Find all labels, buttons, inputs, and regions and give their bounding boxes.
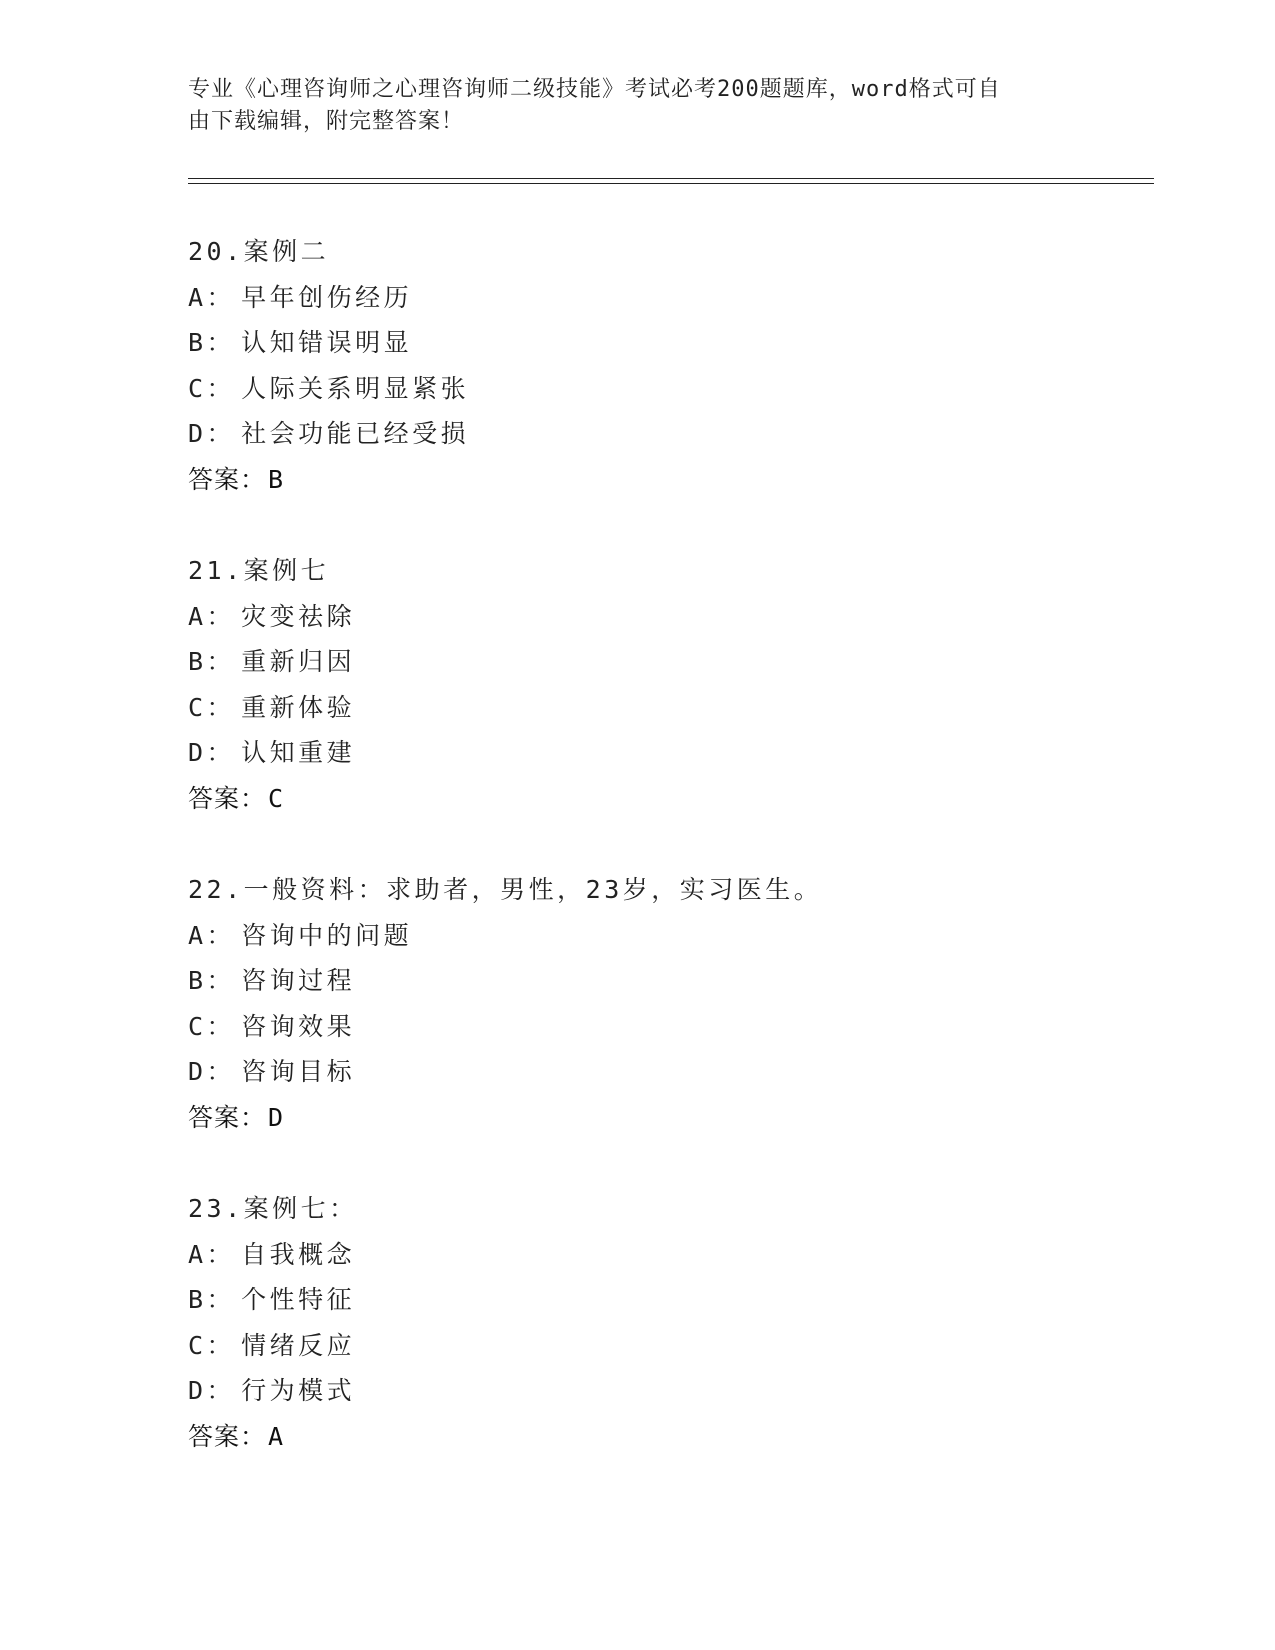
option-text: 社会功能已经受损 <box>241 419 470 448</box>
option-d <box>188 411 1148 457</box>
header-divider-top <box>188 178 1154 179</box>
option-a <box>188 913 1148 959</box>
answer-value: B <box>268 464 285 494</box>
answer-value: A <box>268 1421 285 1451</box>
answer-label: 答案： <box>188 464 267 494</box>
option-d <box>188 730 1148 776</box>
option-letter: C： <box>188 1011 236 1041</box>
answer-line <box>188 776 1148 822</box>
answer-value: C <box>268 783 285 813</box>
answer-line <box>188 457 1148 503</box>
option-letter: A： <box>188 282 236 312</box>
option-a <box>188 1232 1148 1278</box>
header-divider-bottom <box>188 183 1154 184</box>
option-text: 个性特征 <box>241 1285 356 1314</box>
question-23 <box>188 1186 1148 1459</box>
option-letter: A： <box>188 601 236 631</box>
option-text: 自我概念 <box>241 1239 356 1269</box>
header-line-1: 专业《心理咨询师之心理咨询师二级技能》考试必考200题题库，word格式可自 <box>188 77 1001 102</box>
question-22 <box>188 867 1148 1140</box>
option-letter: D： <box>188 738 236 767</box>
question-stem: 20.案例二 <box>188 237 330 266</box>
header-line-2: 由下载编辑，附完整答案！ <box>188 109 465 134</box>
answer-line <box>188 1414 1148 1460</box>
option-b <box>188 958 1148 1004</box>
option-d <box>188 1049 1148 1095</box>
answer-label: 答案： <box>188 1421 267 1451</box>
option-text: 咨询目标 <box>241 1057 356 1086</box>
answer-value: D <box>268 1102 285 1132</box>
answer-line <box>188 1095 1148 1141</box>
option-c <box>188 366 1148 412</box>
option-letter: C： <box>188 692 236 722</box>
option-text: 咨询效果 <box>241 1011 356 1041</box>
option-letter: B： <box>188 966 236 995</box>
question-stem: 23.案例七： <box>188 1194 358 1223</box>
option-letter: B： <box>188 647 236 676</box>
option-text: 认知错误明显 <box>241 328 413 357</box>
option-c <box>188 1323 1148 1369</box>
option-letter: B： <box>188 328 236 357</box>
option-b <box>188 320 1148 366</box>
option-letter: D： <box>188 1057 236 1086</box>
option-b <box>188 639 1148 685</box>
option-a <box>188 594 1148 640</box>
option-text: 灾变祛除 <box>241 601 356 631</box>
option-b <box>188 1277 1148 1323</box>
option-text: 认知重建 <box>241 738 356 767</box>
option-text: 咨询中的问题 <box>241 920 413 950</box>
option-letter: C： <box>188 1330 236 1360</box>
option-letter: C： <box>188 373 236 403</box>
document-header <box>188 74 1068 138</box>
question-stem: 22.一般资料：求助者，男性，23岁，实习医生。 <box>188 875 823 904</box>
option-text: 早年创伤经历 <box>241 282 413 312</box>
option-d <box>188 1368 1148 1414</box>
option-text: 咨询过程 <box>241 966 356 995</box>
option-letter: D： <box>188 419 236 448</box>
answer-label: 答案： <box>188 1102 267 1132</box>
option-text: 重新归因 <box>241 647 356 676</box>
option-c <box>188 1004 1148 1050</box>
option-letter: D： <box>188 1376 236 1405</box>
option-text: 情绪反应 <box>241 1330 356 1360</box>
option-letter: A： <box>188 1239 236 1269</box>
question-stem: 21.案例七 <box>188 556 330 585</box>
answer-label: 答案： <box>188 783 267 813</box>
option-text: 行为模式 <box>241 1376 356 1405</box>
option-c <box>188 685 1148 731</box>
question-20 <box>188 229 1148 502</box>
option-letter: B： <box>188 1285 236 1314</box>
question-21 <box>188 548 1148 821</box>
option-letter: A： <box>188 920 236 950</box>
option-text: 人际关系明显紧张 <box>241 373 470 403</box>
option-a <box>188 275 1148 321</box>
option-text: 重新体验 <box>241 692 356 722</box>
